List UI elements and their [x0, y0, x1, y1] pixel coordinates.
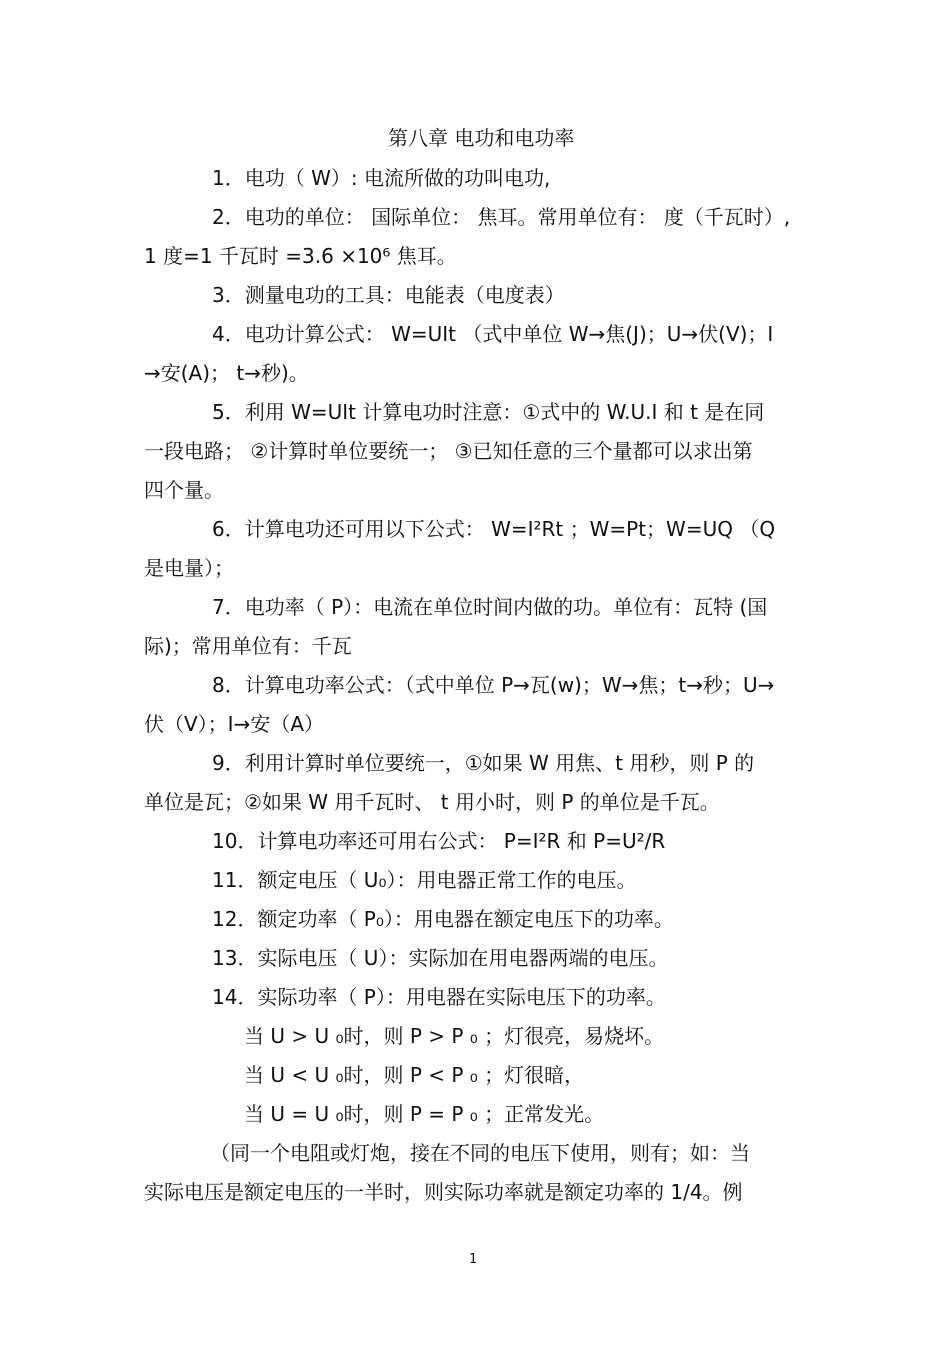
text-line: 当 U < U ₀时，则 P < P ₀ ；灯很暗， [244, 1063, 585, 1087]
text-line: 6．计算电功还可用以下公式： W=I²Rt ；W=Pt；W=UQ （Q [212, 517, 776, 541]
text-line: 3．测量电功的工具：电能表（电度表） [212, 283, 565, 307]
text-line: 1 度=1 千瓦时 =3.6 ×10⁶ 焦耳。 [144, 244, 457, 268]
page-number: 1 [469, 1252, 478, 1267]
text-line: 1．电功（ W）: 电流所做的功叫电功, [212, 166, 551, 190]
text-line: 单位是瓦；②如果 W 用千瓦时、 t 用小时，则 P 的单位是千瓦。 [144, 790, 720, 814]
text-line: 2．电功的单位： 国际单位： 焦耳。常用单位有： 度（千瓦时）, [212, 205, 791, 229]
text-line: 5．利用 W=UIt 计算电功时注意：①式中的 W.U.I 和 t 是在同 [212, 400, 765, 424]
text-line: 12．额定功率（ P₀）：用电器在额定电压下的功率。 [212, 907, 674, 931]
text-line: 是电量）； [144, 556, 234, 580]
text-line: 13．实际电压（ U）：实际加在用电器两端的电压。 [212, 946, 669, 970]
text-line: 当 U > U ₀时，则 P > P ₀ ；灯很亮，易烧坏。 [244, 1024, 665, 1048]
text-line: 14．实际功率（ P）：用电器在实际电压下的功率。 [212, 985, 666, 1009]
text-line: 9．利用计算时单位要统一，①如果 W 用焦、t 用秒，则 P 的 [212, 751, 755, 775]
text-line: 11．额定电压（ U₀）：用电器正常工作的电压。 [212, 868, 637, 892]
text-line: 10．计算电功率还可用右公式： P=I²R 和 P=U²/R [212, 829, 666, 853]
text-line: 一段电路； ②计算时单位要统一； ③已知任意的三个量都可以求出第 [144, 439, 753, 463]
chapter-title: 第八章 电功和电功率 [388, 126, 575, 150]
text-line: （同一个电阻或灯炮，接在不同的电压下使用，则有；如：当 [210, 1141, 750, 1165]
text-line: 伏（V）；I→安（A） [144, 712, 325, 736]
text-line: →安(A)； t→秒)。 [144, 361, 309, 385]
text-line: 7．电功率（ P）：电流在单位时间内做的功。单位有：瓦特 (国 [212, 595, 768, 619]
text-line: 当 U = U ₀时，则 P = P ₀ ；正常发光。 [244, 1102, 605, 1126]
text-line: 际)；常用单位有：千瓦 [144, 634, 352, 658]
text-line: 四个量。 [144, 478, 224, 502]
text-line: 实际电压是额定电压的一半时，则实际功率就是额定功率的 1/4。例 [144, 1180, 743, 1204]
text-line: 8．计算电功率公式：（式中单位 P→瓦(w)；W→焦；t→秒；U→ [212, 673, 775, 697]
text-line: 4．电功计算公式： W=UIt （式中单位 W→焦(J)；U→伏(V)；I [212, 322, 774, 346]
